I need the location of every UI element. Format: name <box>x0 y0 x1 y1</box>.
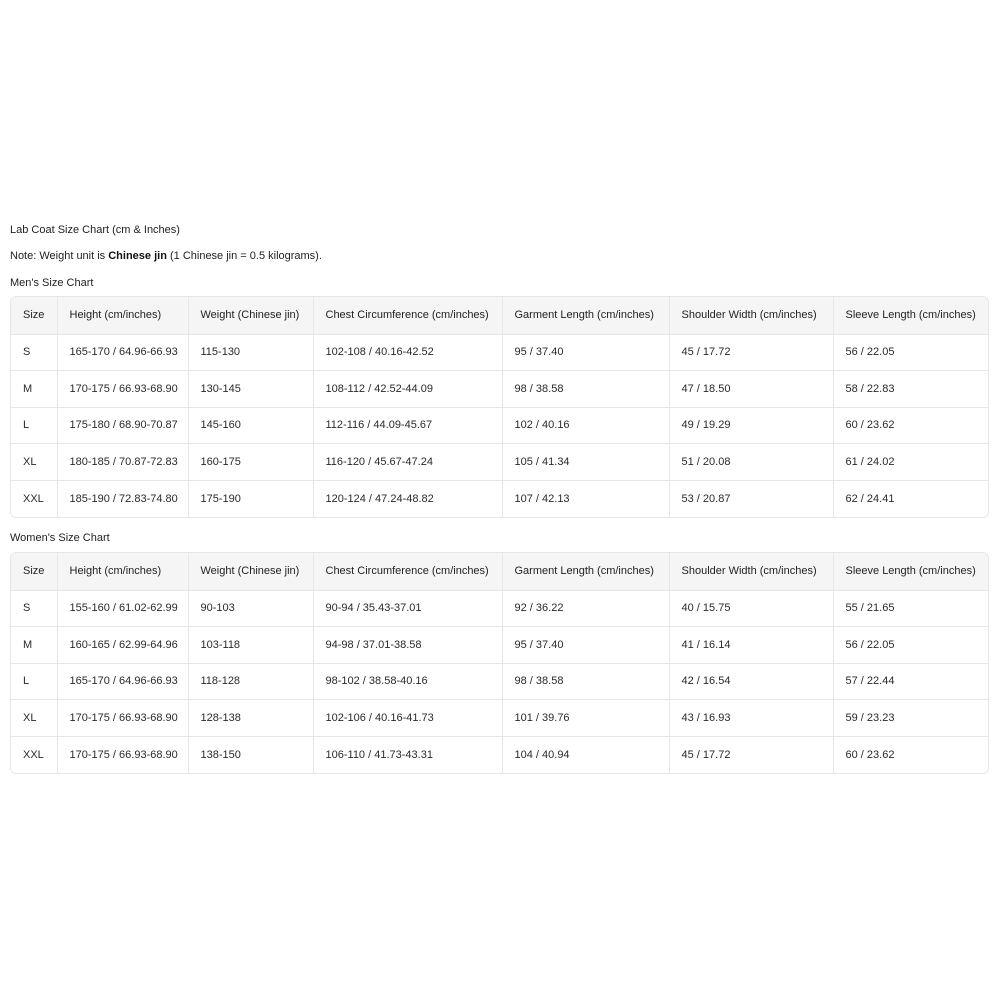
table-cell: 56 / 22.05 <box>833 334 989 371</box>
column-header: Height (cm/inches) <box>57 297 188 334</box>
table-cell: 60 / 23.62 <box>845 748 895 761</box>
table-cell: 40 / 15.75 <box>669 590 833 627</box>
table-row <box>11 444 989 481</box>
table-cell: 95 / 37.40 <box>502 334 669 371</box>
size-cell: M <box>11 627 57 664</box>
size-cell: S <box>11 334 57 371</box>
table-cell: 180-185 / 70.87-72.83 <box>57 444 188 481</box>
table-cell: 42 / 16.54 <box>669 663 833 700</box>
column-header: Shoulder Width (cm/inches) <box>669 553 833 590</box>
table-cell: 49 / 19.29 <box>669 407 833 444</box>
table-cell: 155-160 / 61.02-62.99 <box>57 590 188 627</box>
table-cell: 160-165 / 62.99-64.96 <box>57 627 188 664</box>
size-cell: L <box>11 407 57 444</box>
column-header: Sleeve Length (cm/inches) <box>833 553 989 590</box>
women-section-title: Women's Size Chart <box>10 532 110 544</box>
table-cell: 160-175 <box>188 444 313 481</box>
size-cell: XXL <box>11 480 57 517</box>
table-row <box>11 334 989 371</box>
table-cell: 102-108 / 40.16-42.52 <box>313 334 502 371</box>
size-cell: M <box>11 371 57 408</box>
table-cell: 53 / 20.87 <box>669 480 833 517</box>
table-cell: 106-110 / 41.73-43.31 <box>313 736 502 773</box>
table-cell: 118-128 <box>188 663 313 700</box>
table-cell: 57 / 22.44 <box>833 663 989 700</box>
size-cell: L <box>11 663 57 700</box>
table-cell: 107 / 42.13 <box>502 480 669 517</box>
column-header: Size <box>11 553 57 590</box>
table-cell: 102 / 40.16 <box>502 407 669 444</box>
table-cell: 51 / 20.08 <box>669 444 833 481</box>
table-cell: 90-94 / 35.43-37.01 <box>313 590 502 627</box>
table-cell: 165-170 / 64.96-66.93 <box>57 334 188 371</box>
table-row <box>11 590 989 627</box>
column-header: Chest Circumference (cm/inches) <box>313 297 502 334</box>
column-header: Sleeve Length (cm/inches) <box>833 297 989 334</box>
table-cell: 98 / 38.58 <box>502 663 669 700</box>
table-row <box>11 480 989 517</box>
table-row <box>11 371 989 408</box>
column-header: Weight (Chinese jin) <box>188 297 313 334</box>
men-size-table <box>11 297 989 517</box>
table-cell: 108-112 / 42.52-44.09 <box>313 371 502 408</box>
women-size-table <box>11 553 989 773</box>
table-cell: 170-175 / 66.93-68.90 <box>57 700 188 737</box>
table-cell: 104 / 40.94 <box>502 736 669 773</box>
table-cell: 170-175 / 66.93-68.90 <box>57 736 188 773</box>
table-cell: 103-118 <box>188 627 313 664</box>
table-cell: 60 / 23.62 <box>833 407 989 444</box>
table-cell: 62 / 24.41 <box>845 492 895 505</box>
table-cell: 120-124 / 47.24-48.82 <box>313 480 502 517</box>
column-header: Chest Circumference (cm/inches) <box>313 553 502 590</box>
size-cell: XL <box>11 444 57 481</box>
table-row <box>11 627 989 664</box>
table-cell: 94-98 / 37.01-38.58 <box>313 627 502 664</box>
table-cell: 43 / 16.93 <box>669 700 833 737</box>
column-header: Shoulder Width (cm/inches) <box>669 297 833 334</box>
table-cell: 116-120 / 45.67-47.24 <box>313 444 502 481</box>
table-cell: 45 / 17.72 <box>669 736 833 773</box>
table-cell: 98-102 / 38.58-40.16 <box>313 663 502 700</box>
table-cell: 90-103 <box>188 590 313 627</box>
table-cell: 145-160 <box>188 407 313 444</box>
table-cell: 138-150 <box>188 736 313 773</box>
table-cell: 61 / 24.02 <box>833 444 989 481</box>
table-row <box>11 407 989 444</box>
column-header: Garment Length (cm/inches) <box>502 553 669 590</box>
column-header: Size <box>11 297 57 334</box>
table-cell: 58 / 22.83 <box>833 371 989 408</box>
table-cell: 101 / 39.76 <box>502 700 669 737</box>
table-cell: 175-190 <box>188 480 313 517</box>
men-section-title: Men's Size Chart <box>10 277 94 289</box>
table-cell: 170-175 / 66.93-68.90 <box>57 371 188 408</box>
table-cell: 175-180 / 68.90-70.87 <box>57 407 188 444</box>
page-title: Lab Coat Size Chart (cm & Inches) <box>10 224 180 236</box>
table-cell: 165-170 / 64.96-66.93 <box>57 663 188 700</box>
column-header: Garment Length (cm/inches) <box>502 297 669 334</box>
column-header: Weight (Chinese jin) <box>188 553 313 590</box>
size-cell: XXL <box>11 736 57 773</box>
size-cell: XL <box>11 700 57 737</box>
table-cell: 102-106 / 40.16-41.73 <box>313 700 502 737</box>
table-cell: 115-130 <box>188 334 313 371</box>
women-header-row <box>11 553 989 590</box>
table-cell: 59 / 23.23 <box>833 700 989 737</box>
table-cell: 45 / 17.72 <box>669 334 833 371</box>
women-size-table-container <box>10 552 989 774</box>
table-cell: 55 / 21.65 <box>833 590 989 627</box>
men-table-body <box>11 334 989 517</box>
table-cell: 105 / 41.34 <box>502 444 669 481</box>
table-cell: 112-116 / 44.09-45.67 <box>313 407 502 444</box>
table-cell: 130-145 <box>188 371 313 408</box>
note-suffix: (1 Chinese jin = 0.5 kilograms). <box>166 250 322 262</box>
men-size-table-container <box>10 296 989 518</box>
column-header: Height (cm/inches) <box>57 553 188 590</box>
table-cell: 128-138 <box>188 700 313 737</box>
size-cell: S <box>11 590 57 627</box>
table-cell: 185-190 / 72.83-74.80 <box>57 480 188 517</box>
table-row <box>11 700 989 737</box>
men-header-row <box>11 297 989 334</box>
weight-note <box>10 250 322 262</box>
table-cell: 56 / 22.05 <box>833 627 989 664</box>
table-row <box>11 736 989 773</box>
table-cell: 41 / 16.14 <box>669 627 833 664</box>
table-cell: 92 / 36.22 <box>502 590 669 627</box>
table-cell: 95 / 37.40 <box>502 627 669 664</box>
women-table-body <box>11 590 989 773</box>
table-cell: 98 / 38.58 <box>502 371 669 408</box>
table-cell: 47 / 18.50 <box>669 371 833 408</box>
table-row <box>11 663 989 700</box>
note-bold: Chinese jin <box>108 250 167 262</box>
note-prefix: Note: Weight unit is <box>10 250 109 262</box>
